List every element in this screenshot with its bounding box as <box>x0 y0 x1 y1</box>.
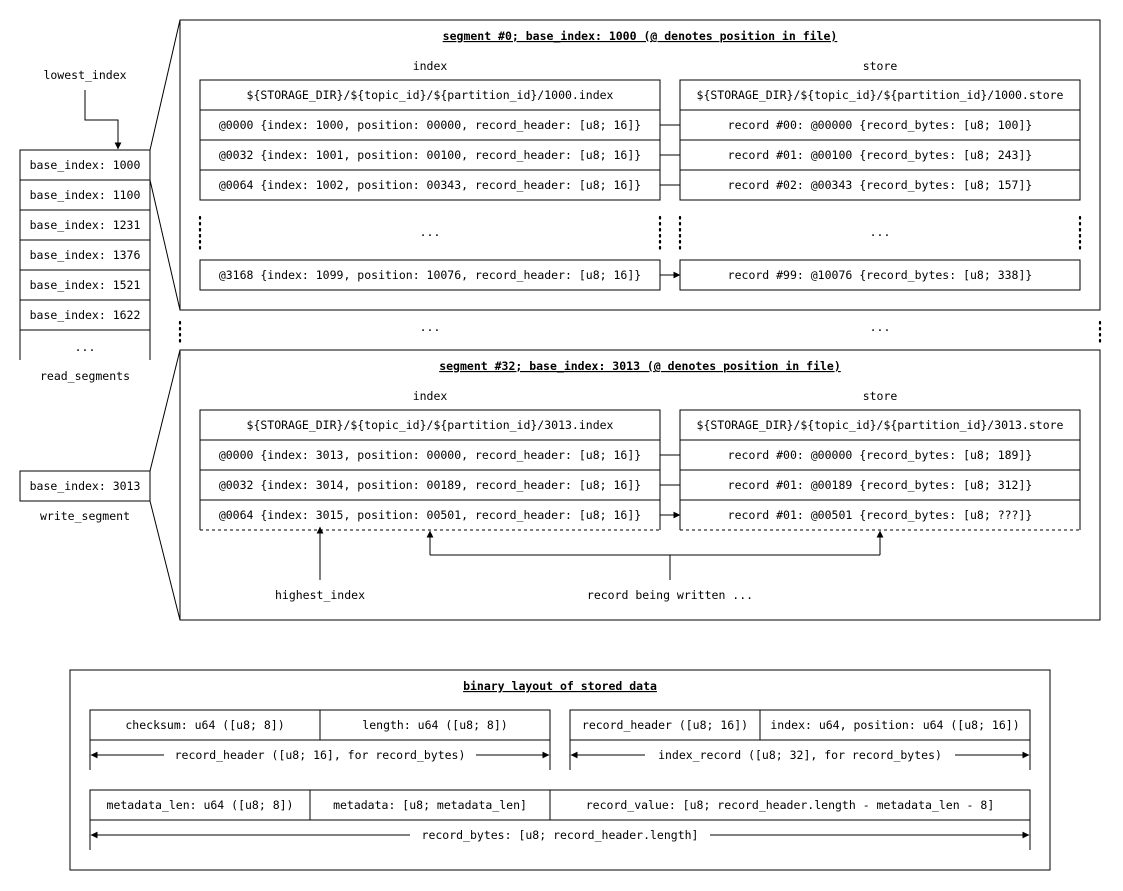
segment-0-store-ellipsis: ... <box>869 225 891 239</box>
segment32-zoom-lines <box>150 350 180 620</box>
index-entry: @0064 {index: 1002, position: 00343, record_header: [u8; 16]} <box>218 178 642 192</box>
store-record: record #99: @10076 {record_bytes: [u8; 338]} <box>727 268 1033 282</box>
read-segments-list <box>20 150 150 360</box>
segments-elision-dots <box>180 322 1100 342</box>
index-entry: @0000 {index: 3013, position: 00000, record_header: [u8; 16]} <box>218 448 642 462</box>
binary-layout-panel <box>70 670 1050 870</box>
segment-0-index-heading: index <box>412 59 448 73</box>
index-entry: @0000 {index: 1000, position: 00000, record_header: [u8; 16]} <box>218 118 642 132</box>
lowest-index-pointer-arrow <box>85 90 118 149</box>
segments-store-ellipsis: ... <box>869 320 891 334</box>
store-record: record #01: @00501 {record_bytes: [u8; ???]} <box>727 508 1033 522</box>
lowest-index-label: lowest_index <box>43 68 127 82</box>
index-entry: @0032 {index: 1001, position: 00100, record_header: [u8; 16]} <box>218 148 642 162</box>
read-segment-label: base_index: 1100 <box>29 188 141 202</box>
read-segment-label: base_index: 1521 <box>29 278 141 292</box>
segment-0-store-heading: store <box>862 59 898 73</box>
segment-32-panel <box>180 350 1100 620</box>
left-panel <box>20 20 180 620</box>
segments-index-ellipsis: ... <box>419 320 441 334</box>
write-segment-label: write_segment <box>39 509 131 523</box>
segment0-zoom-lines <box>150 20 180 310</box>
index-entry: @0064 {index: 3015, position: 00501, record_header: [u8; 16]} <box>218 508 642 522</box>
record-being-written-label: record being written ... <box>586 588 754 602</box>
segment-32-store-file-path: ${STORAGE_DIR}/${topic_id}/${partition_id}/3013.store <box>696 418 1064 432</box>
checksum-field: checksum: u64 ([u8; 8]) <box>125 718 285 732</box>
segment-0-store-file-path: ${STORAGE_DIR}/${topic_id}/${partition_id}/1000.store <box>696 88 1064 102</box>
length-field: length: u64 ([u8; 8]) <box>362 718 508 732</box>
highest-index-label: highest_index <box>274 588 366 602</box>
store-record: record #00: @00000 {record_bytes: [u8; 100]} <box>727 118 1033 132</box>
record-header-field: record_header ([u8; 16]) <box>581 718 749 732</box>
read-segment-label: base_index: 1231 <box>29 218 141 232</box>
segment-0-index-file-path: ${STORAGE_DIR}/${topic_id}/${partition_id}/1000.index <box>246 88 614 102</box>
metadata-len-field: metadata_len: u64 ([u8; 8]) <box>106 798 294 812</box>
store-record: record #02: @00343 {record_bytes: [u8; 157]} <box>727 178 1033 192</box>
index-entry: @0032 {index: 3014, position: 00189, record_header: [u8; 16]} <box>218 478 642 492</box>
index-record-span-label: index_record ([u8; 32], for record_bytes) <box>658 748 942 762</box>
read-segment-label: base_index: 1622 <box>29 308 141 322</box>
index-position-field: index: u64, position: u64 ([u8; 16]) <box>770 718 1020 732</box>
read-segment-label: base_index: 1376 <box>29 248 141 262</box>
segment-0-title: segment #0; base_index: 1000 (@ denotes position in file) <box>442 29 838 43</box>
read-segments-more: ... <box>74 340 96 354</box>
segment-32-title: segment #32; base_index: 3013 (@ denotes position in file) <box>439 359 841 373</box>
read-segments-label: read_segments <box>39 369 131 383</box>
segment-0-index-ellipsis: ... <box>419 225 441 239</box>
store-record: record #00: @00000 {record_bytes: [u8; 189]} <box>727 448 1033 462</box>
binary-layout-title: binary layout of stored data <box>463 679 657 693</box>
segment-32-index-file-path: ${STORAGE_DIR}/${topic_id}/${partition_id}/3013.index <box>246 418 614 432</box>
record-header-span-label: record_header ([u8; 16], for record_bytes) <box>174 748 466 762</box>
read-segment-label: base_index: 1000 <box>29 158 141 172</box>
write-segment-value: base_index: 3013 <box>29 479 141 493</box>
index-entry: @3168 {index: 1099, position: 10076, record_header: [u8; 16]} <box>218 268 642 282</box>
segment-32-index-heading: index <box>412 389 448 403</box>
store-record: record #01: @00189 {record_bytes: [u8; 312]} <box>727 478 1033 492</box>
segment-32-store-heading: store <box>862 389 898 403</box>
record-bytes-span-label: record_bytes: [u8; record_header.length] <box>421 828 699 842</box>
metadata-field: metadata: [u8; metadata_len] <box>333 798 527 812</box>
segment-0-panel <box>180 20 1100 310</box>
store-record: record #01: @00100 {record_bytes: [u8; 243]} <box>727 148 1033 162</box>
record-value-field: record_value: [u8; record_header.length - metadata_len - 8] <box>585 798 995 812</box>
segments-elision <box>180 320 1100 342</box>
